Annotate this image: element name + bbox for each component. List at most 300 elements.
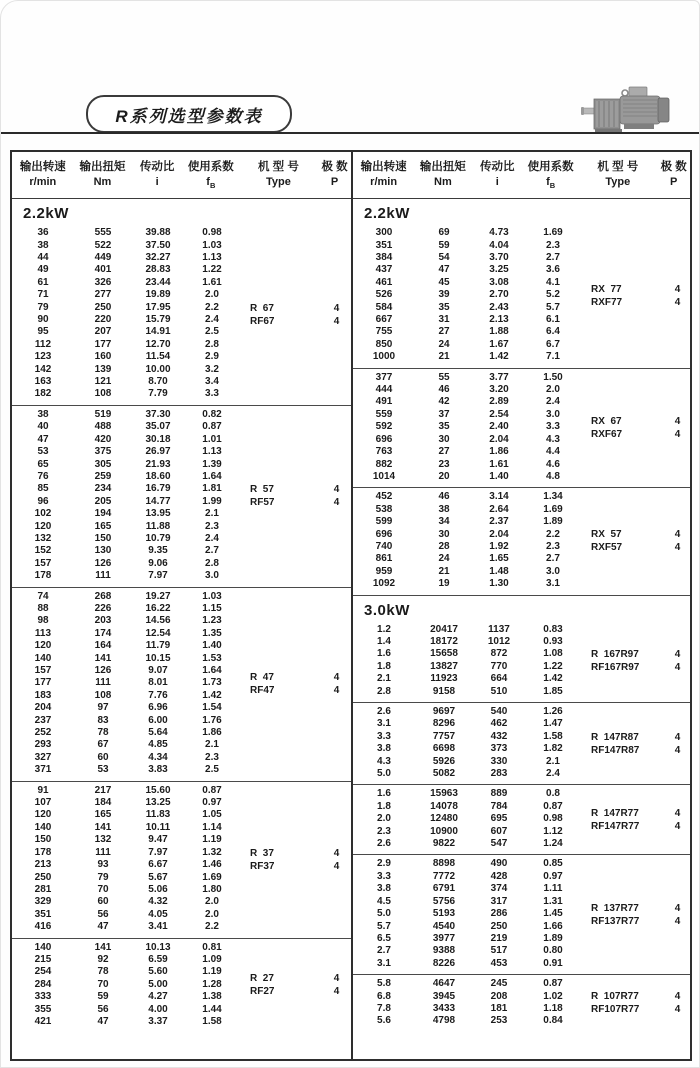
model-type-group: [240, 782, 351, 938]
ratio-value: 208: [490, 990, 508, 1002]
factor-value: 2.3: [205, 520, 219, 532]
model-type-row: [240, 483, 351, 496]
torque-value: 42: [438, 396, 450, 408]
ratio-value: 3.08: [489, 276, 509, 288]
speed-value: 1.4: [377, 635, 391, 647]
torque-value: 8296: [432, 718, 456, 730]
torque-value: 165: [94, 520, 112, 532]
poles-value: 4: [674, 662, 681, 674]
speed-value: 163: [34, 376, 52, 388]
factor-value: 2.0: [546, 384, 560, 396]
ratio-value: 11.79: [145, 640, 171, 652]
speed-value: 592: [375, 421, 393, 433]
ratio-value: 607: [490, 825, 508, 837]
speed-value: 113: [34, 627, 52, 639]
torque-value: 35: [438, 301, 450, 313]
factor-value: 0.98: [543, 813, 563, 825]
speed-value: 3.8: [377, 883, 391, 895]
torque-value: 60: [97, 896, 109, 908]
ratio-value: 5.06: [148, 883, 168, 895]
speed-value: 371: [34, 764, 52, 776]
col-type-label: 机 型 号: [257, 161, 299, 173]
ratio-value: 16.79: [145, 483, 171, 495]
factor-value: 0.91: [543, 957, 563, 969]
col-factor-unit: $f_B$: [206, 176, 216, 191]
ratio-value: 26.97: [145, 446, 171, 458]
factor-value: 2.3: [546, 540, 560, 552]
torque-value: 47: [97, 921, 109, 933]
model-type-row: [581, 528, 690, 541]
ratio-value: 547: [490, 838, 508, 850]
col-speed-unit: r/min: [29, 176, 57, 188]
torque-value: 326: [94, 276, 112, 288]
factor-value: 1.24: [543, 838, 563, 850]
ratio-value: 373: [490, 743, 508, 755]
factor-value: 0.83: [543, 623, 563, 635]
torque-value: 108: [94, 388, 112, 400]
factor-value: 1.13: [202, 252, 222, 263]
gearmotor-photo-icon: [581, 79, 673, 135]
speed-value: 61: [37, 276, 49, 288]
torque-value: 5193: [432, 908, 456, 920]
torque-value: 79: [97, 871, 109, 883]
model-type-value: RF57: [250, 497, 275, 509]
table-right-half: [351, 152, 690, 1059]
speed-value: 281: [34, 883, 52, 895]
speed-value: 2.0: [377, 813, 391, 825]
model-type-value: R 167R97: [591, 649, 639, 661]
speed-value: 38: [37, 408, 49, 420]
gear-size-block: [12, 224, 351, 405]
factor-value: 1.58: [202, 1015, 222, 1027]
torque-value: 217: [94, 784, 112, 796]
speed-value: 1.2: [377, 623, 391, 635]
torque-value: 111: [95, 570, 111, 582]
factor-value: 1.80: [202, 883, 222, 895]
torque-value: 205: [94, 495, 112, 507]
ratio-value: 374: [490, 883, 508, 895]
ratio-value: 11.54: [145, 351, 171, 363]
model-type-value: RF147R87: [591, 744, 640, 756]
model-type-row: [581, 744, 690, 757]
torque-value: 4798: [432, 1015, 456, 1027]
ratio-value: 1012: [487, 635, 511, 647]
factor-value: 1.08: [543, 648, 563, 660]
ratio-value: 5.67: [148, 871, 168, 883]
ratio-value: 330: [490, 755, 508, 767]
gear-size-block: [12, 938, 351, 1033]
speed-value: 120: [34, 809, 52, 821]
torque-value: 97: [97, 702, 109, 714]
speed-value: 3.1: [377, 718, 391, 730]
speed-value: 437: [375, 264, 393, 276]
gear-size-block: [353, 368, 690, 488]
torque-value: 449: [94, 252, 112, 263]
model-type-value: RX 57: [591, 529, 622, 541]
col-torque-label: 输出扭矩: [419, 161, 466, 173]
factor-value: 1.28: [202, 978, 222, 990]
torque-value: 259: [94, 470, 112, 482]
gear-size-block: [12, 587, 351, 781]
col-factor-label: 使用系数: [527, 161, 574, 173]
ratio-value: 8.70: [148, 376, 168, 388]
factor-value: 1.76: [202, 714, 222, 726]
col-poles-label: 极 数: [660, 161, 687, 173]
poles-value: 4: [333, 860, 340, 872]
power-section-label: 2.2kW: [364, 205, 410, 223]
model-type-row: [581, 820, 690, 833]
model-type-row: [581, 648, 690, 661]
model-type-value: R 47: [250, 672, 274, 684]
col-ratio-label: 传动比: [480, 161, 515, 173]
ratio-value: 5.00: [148, 978, 168, 990]
speed-value: 599: [375, 516, 393, 528]
model-type-value: RXF77: [591, 296, 623, 308]
factor-value: 0.93: [543, 635, 563, 647]
torque-value: 207: [94, 326, 112, 338]
factor-value: 1.85: [543, 685, 563, 697]
speed-value: 150: [34, 834, 52, 846]
model-type-group: [581, 703, 690, 784]
factor-value: 0.97: [543, 870, 563, 882]
torque-value: 375: [94, 446, 112, 458]
speed-value: 584: [375, 301, 393, 313]
factor-value: 1.61: [202, 276, 222, 288]
torque-value: 234: [94, 483, 112, 495]
torque-value: 519: [94, 408, 112, 420]
ratio-value: 3.37: [148, 1015, 168, 1027]
speed-value: 79: [37, 301, 49, 313]
factor-value: 1.02: [543, 990, 563, 1002]
factor-value: 2.5: [205, 326, 219, 338]
ratio-value: 5.64: [148, 727, 168, 739]
model-type-value: R 147R77: [591, 807, 639, 819]
speed-value: 178: [34, 846, 52, 858]
torque-value: 24: [438, 553, 450, 565]
factor-value: 2.4: [205, 314, 219, 326]
ratio-value: 35.07: [145, 421, 171, 433]
poles-value: 4: [674, 529, 681, 541]
ratio-value: 23.44: [145, 276, 171, 288]
speed-value: 5.0: [377, 768, 391, 780]
gear-size-block: [353, 784, 690, 854]
speed-value: 329: [34, 896, 52, 908]
speed-value: 120: [34, 640, 52, 652]
speed-value: 112: [34, 338, 52, 350]
factor-value: 1.64: [202, 470, 222, 482]
ratio-value: 11.88: [145, 520, 171, 532]
speed-value: 47: [37, 433, 49, 445]
factor-value: 1.23: [202, 615, 222, 627]
model-type-value: R 37: [250, 847, 274, 859]
speed-value: 696: [375, 433, 393, 445]
model-type-group: [581, 975, 690, 1032]
ratio-value: 5.60: [148, 966, 168, 978]
ratio-value: 6.59: [148, 953, 168, 965]
speed-value: 140: [34, 652, 52, 664]
ratio-value: 10.79: [145, 532, 171, 544]
model-type-row: [581, 415, 690, 428]
ratio-value: 1.67: [489, 338, 509, 350]
torque-value: 8898: [432, 858, 456, 870]
factor-value: 3.4: [205, 376, 219, 388]
ratio-value: 12.70: [145, 338, 171, 350]
ratio-value: 2.64: [489, 503, 509, 515]
poles-value: 4: [333, 302, 340, 314]
torque-value: 21: [438, 351, 450, 363]
model-type-row: [581, 283, 690, 296]
poles-value: 4: [333, 847, 340, 859]
model-type-value: R 147R87: [591, 731, 639, 743]
ratio-value: 2.13: [489, 314, 509, 326]
factor-value: 1.69: [543, 503, 563, 515]
torque-value: 70: [97, 978, 109, 990]
speed-value: 250: [34, 871, 52, 883]
model-type-value: RF107R77: [591, 1004, 640, 1016]
factor-value: 1.69: [543, 227, 563, 239]
speed-value: 452: [375, 491, 393, 503]
factor-value: 2.1: [205, 508, 219, 520]
speed-value: 355: [34, 1003, 52, 1015]
torque-value: 47: [97, 1015, 109, 1027]
torque-value: 6791: [432, 883, 456, 895]
speed-value: 40: [37, 421, 49, 433]
torque-value: 108: [94, 689, 112, 701]
ratio-value: 4.32: [148, 896, 168, 908]
speed-value: 5.7: [377, 920, 391, 932]
factor-value: 0.97: [202, 797, 222, 809]
col-speed-label: 输出转速: [19, 161, 66, 173]
ratio-value: 286: [490, 908, 508, 920]
factor-value: 2.3: [205, 751, 219, 763]
torque-value: 164: [94, 640, 112, 652]
model-type-row: [240, 860, 351, 873]
factor-value: 1.89: [543, 932, 563, 944]
ratio-value: 428: [490, 870, 508, 882]
col-poles-label: 极 数: [321, 161, 348, 173]
speed-value: 65: [37, 458, 49, 470]
factor-value: 0.87: [543, 978, 563, 990]
ratio-value: 7.79: [148, 388, 168, 400]
torque-value: 20417: [430, 623, 458, 635]
ratio-value: 462: [490, 718, 508, 730]
ratio-value: 19.27: [145, 590, 171, 602]
factor-value: 1.69: [202, 871, 222, 883]
ratio-value: 7.76: [148, 689, 168, 701]
ratio-value: 17.95: [145, 301, 171, 313]
col-ratio-label: 传动比: [139, 161, 175, 173]
speed-value: 416: [34, 921, 52, 933]
gear-size-block: [353, 702, 690, 784]
ratio-value: 4.05: [148, 908, 168, 920]
ratio-value: 14.77: [145, 495, 171, 507]
factor-value: 1.22: [543, 660, 563, 672]
speed-value: 2.6: [377, 706, 391, 717]
ratio-value: 10.00: [145, 363, 171, 375]
col-ratio-unit: i: [495, 176, 499, 188]
torque-value: 15963: [430, 788, 458, 800]
speed-value: 293: [34, 739, 52, 751]
torque-value: 126: [94, 665, 112, 676]
ratio-value: 11.83: [145, 809, 171, 821]
torque-value: 4647: [432, 978, 456, 990]
model-type-row: [581, 428, 690, 441]
ratio-value: 3.41: [148, 921, 168, 933]
speed-value: 88: [37, 602, 49, 614]
gear-size-block: [12, 405, 351, 587]
torque-value: 150: [94, 532, 112, 544]
speed-value: 96: [37, 495, 49, 507]
speed-value: 2.6: [377, 838, 391, 850]
poles-value: 4: [674, 902, 681, 914]
ratio-value: 4.73: [489, 227, 509, 239]
ratio-value: 770: [490, 660, 508, 672]
speed-value: 526: [375, 289, 393, 301]
ratio-value: 3.25: [489, 264, 509, 276]
speed-value: 252: [34, 727, 52, 739]
factor-value: 1.13: [202, 446, 222, 458]
table-left-half: [12, 152, 351, 1059]
ratio-value: 1137: [488, 623, 510, 635]
factor-value: 1.39: [202, 458, 222, 470]
torque-value: 67: [97, 739, 109, 751]
factor-value: 2.1: [205, 739, 219, 751]
speed-value: 98: [37, 615, 49, 627]
poles-value: 4: [674, 542, 681, 554]
model-type-row: [240, 496, 351, 509]
factor-value: 1.47: [543, 718, 563, 730]
col-factor-label: 使用系数: [187, 161, 234, 173]
ratio-value: 28.83: [145, 264, 171, 276]
factor-value: 3.1: [546, 578, 560, 590]
ratio-value: 317: [490, 895, 508, 907]
factor-value: 6.4: [546, 326, 560, 338]
factor-value: 2.1: [546, 755, 560, 767]
torque-value: 160: [94, 351, 112, 363]
model-type-group: [581, 855, 690, 974]
speed-value: 38: [37, 239, 49, 251]
col-torque-unit: Nm: [93, 176, 112, 188]
ratio-value: 39.88: [145, 227, 171, 239]
ratio-value: 15.79: [145, 314, 171, 326]
model-type-group: [581, 224, 690, 367]
model-type-row: [240, 972, 351, 985]
speed-value: 882: [375, 458, 393, 470]
torque-value: 141: [94, 652, 112, 664]
factor-value: 2.2: [546, 528, 560, 540]
speed-value: 538: [375, 503, 393, 515]
ratio-value: 6.67: [148, 859, 168, 871]
speed-value: 1.8: [377, 800, 391, 812]
torque-value: 5756: [432, 895, 456, 907]
ratio-value: 1.42: [489, 351, 509, 363]
ratio-value: 1.88: [489, 326, 509, 338]
speed-value: 182: [34, 388, 52, 400]
speed-value: 140: [34, 941, 52, 953]
torque-value: 194: [94, 508, 112, 520]
torque-value: 70: [97, 883, 109, 895]
torque-value: 3945: [432, 990, 456, 1002]
ratio-value: 1.30: [489, 578, 509, 590]
factor-value: 1.19: [202, 834, 222, 846]
factor-value: 0.98: [202, 227, 222, 239]
factor-value: 3.6: [546, 264, 560, 276]
ratio-value: 7.97: [148, 570, 168, 582]
ratio-value: 219: [490, 932, 508, 944]
model-type-value: R 67: [250, 302, 274, 314]
torque-value: 555: [94, 227, 112, 239]
factor-value: 1.54: [202, 702, 222, 714]
ratio-value: 889: [490, 788, 508, 800]
speed-value: 763: [375, 446, 393, 458]
speed-value: 76: [37, 470, 49, 482]
factor-value: 1.81: [202, 483, 222, 495]
speed-value: 85: [37, 483, 49, 495]
model-type-group: [240, 406, 351, 587]
factor-value: 1.15: [202, 602, 222, 614]
factor-value: 1.46: [202, 859, 222, 871]
col-speed-label: 输出转速: [360, 161, 407, 173]
speed-value: 1000: [372, 351, 396, 363]
ratio-value: 3.70: [489, 252, 509, 263]
torque-value: 250: [94, 301, 112, 313]
gear-size-block: [353, 974, 690, 1032]
speed-value: 491: [375, 396, 393, 408]
torque-value: 55: [438, 371, 450, 383]
speed-value: 102: [34, 508, 52, 520]
model-type-row: [240, 847, 351, 860]
model-type-value: RXF67: [591, 428, 623, 440]
ratio-value: 250: [490, 920, 508, 932]
ratio-value: 30.18: [145, 433, 171, 445]
factor-value: 6.7: [546, 338, 560, 350]
ratio-value: 3.20: [489, 384, 509, 396]
torque-value: 28: [438, 540, 450, 552]
ratio-value: 18.60: [145, 470, 171, 482]
poles-value: 4: [674, 1004, 681, 1016]
speed-value: 1.6: [377, 648, 391, 660]
ratio-value: 283: [490, 768, 508, 780]
factor-value: 2.4: [205, 532, 219, 544]
model-type-value: RX 67: [591, 415, 622, 427]
factor-value: 2.8: [205, 557, 219, 569]
model-type-value: RXF57: [591, 542, 623, 554]
speed-value: 351: [375, 239, 393, 251]
ratio-value: 2.04: [489, 528, 509, 540]
torque-value: 56: [97, 1003, 109, 1015]
torque-value: 23: [438, 458, 450, 470]
poles-value: 4: [333, 973, 340, 985]
ratio-value: 517: [490, 945, 508, 957]
model-type-value: R 57: [250, 484, 274, 496]
poles-value: 4: [674, 807, 681, 819]
ratio-value: 10.11: [145, 821, 171, 833]
torque-value: 83: [97, 714, 109, 726]
torque-value: 59: [438, 239, 450, 251]
torque-value: 27: [438, 326, 450, 338]
speed-value: 140: [34, 821, 52, 833]
ratio-value: 14.91: [145, 326, 171, 338]
model-type-row: [240, 315, 351, 328]
factor-value: 1.64: [202, 665, 222, 676]
factor-value: 0.87: [543, 800, 563, 812]
model-type-value: RF137R77: [591, 915, 640, 927]
torque-value: 27: [438, 446, 450, 458]
factor-value: 2.7: [546, 553, 560, 565]
factor-value: 1.42: [202, 689, 222, 701]
torque-value: 78: [97, 966, 109, 978]
page-title: [86, 95, 292, 133]
